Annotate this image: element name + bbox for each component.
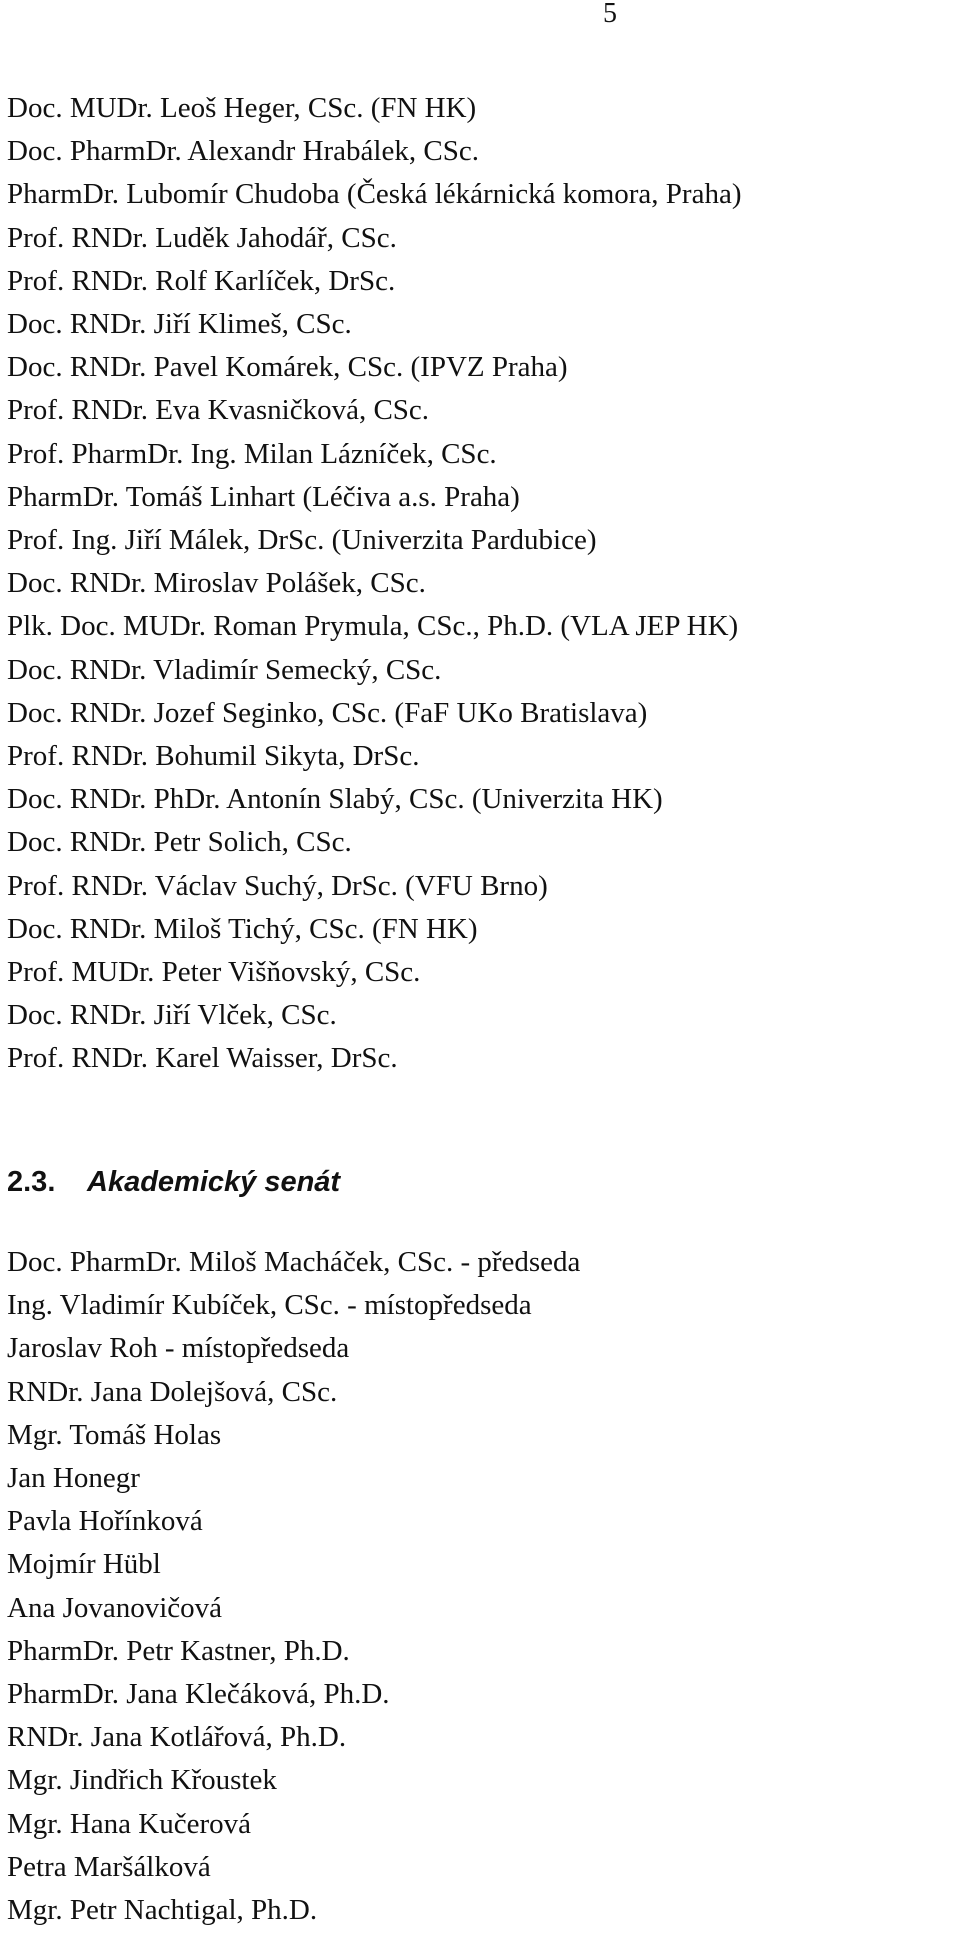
board-member-item: Doc. RNDr. Vladimír Semecký, CSc. [7,653,442,686]
board-member-item: Prof. RNDr. Václav Suchý, DrSc. (VFU Brno) [7,869,548,902]
board-member-item: Doc. RNDr. Jiří Vlček, CSc. [7,999,337,1032]
senate-member-item: Mgr. Hana Kučerová [7,1807,251,1840]
senate-member-item: Jan Honegr [7,1462,140,1495]
board-member-item: Doc. RNDr. Jiří Klimeš, CSc. [7,308,352,341]
board-member-item: Doc. RNDr. Petr Solich, CSc. [7,826,352,859]
board-member-item: PharmDr. Lubomír Chudoba (Česká lékárnická komora, Praha) [7,178,742,211]
senate-member-item: Doc. PharmDr. Miloš Macháček, CSc. - předseda [7,1246,581,1278]
board-member-item: Prof. RNDr. Luděk Jahodář, CSc. [7,221,397,254]
senate-member-item: RNDr. Jana Dolejšová, CSc. [7,1375,338,1408]
senate-member-item: Jaroslav Roh - místopředseda [7,1332,350,1365]
senate-member-item: Ing. Vladimír Kubíček, CSc. - místopředseda [7,1289,532,1322]
board-member-item: Doc. RNDr. Pavel Komárek, CSc. (IPVZ Praha) [7,351,568,384]
board-member-item: Prof. Ing. Jiří Málek, DrSc. (Univerzita Pardubice) [7,524,597,557]
board-member-item: Prof. RNDr. Rolf Karlíček, DrSc. [7,264,396,297]
page-number: 5 [603,0,617,29]
senate-member-item: Pavla Hořínková [7,1505,203,1538]
board-member-item: Prof. MUDr. Peter Višňovský, CSc. [7,956,421,989]
senate-member-item: RNDr. Jana Kotlářová, Ph.D. [7,1721,347,1754]
senate-member-item: Mojmír Hübl [7,1548,161,1581]
board-member-item: Prof. PharmDr. Ing. Milan Lázníček, CSc. [7,437,497,470]
scientific-board-list [7,87,741,1081]
section-number: 2.3. [7,1166,56,1198]
board-member-item: Doc. RNDr. Miloš Tichý, CSc. (FN HK) [7,912,478,945]
board-member-item: Prof. RNDr. Bohumil Sikyta, DrSc. [7,740,420,773]
board-member-item: PharmDr. Tomáš Linhart (Léčiva a.s. Praha) [7,480,520,513]
board-member-item: Doc. RNDr. PhDr. Antonín Slabý, CSc. (Univerzita HK) [7,783,663,816]
senate-member-item: Ana Jovanovičová [7,1591,223,1624]
senate-member-item: Mgr. Tomáš Holas [7,1418,222,1451]
board-member-item: Prof. RNDr. Eva Kvasničková, CSc. [7,394,430,427]
board-member-item: Prof. RNDr. Karel Waisser, DrSc. [7,1042,398,1075]
board-member-item: Doc. RNDr. Miroslav Polášek, CSc. [7,567,426,600]
senate-member-item: PharmDr. Jana Klečáková, Ph.D. [7,1678,390,1711]
board-member-item: Doc. PharmDr. Alexandr Hrabálek, CSc. [7,135,479,168]
section-title: Akademický senát [87,1166,341,1198]
senate-member-item: PharmDr. Petr Kastner, Ph.D. [7,1634,350,1667]
section-heading [7,1164,340,1200]
senate-member-item: Mgr. Petr Nachtigal, Ph.D. [7,1894,318,1927]
senate-member-item: Petra Maršálková [7,1850,211,1883]
board-member-item: Doc. MUDr. Leoš Heger, CSc. (FN HK) [7,92,477,124]
academic-senate-list [7,1241,580,1932]
senate-member-item: Mgr. Jindřich Křoustek [7,1764,277,1797]
board-member-item: Plk. Doc. MUDr. Roman Prymula, CSc., Ph.D. (VLA JEP HK) [7,610,739,643]
board-member-item: Doc. RNDr. Jozef Seginko, CSc. (FaF UKo Bratislava) [7,696,648,729]
